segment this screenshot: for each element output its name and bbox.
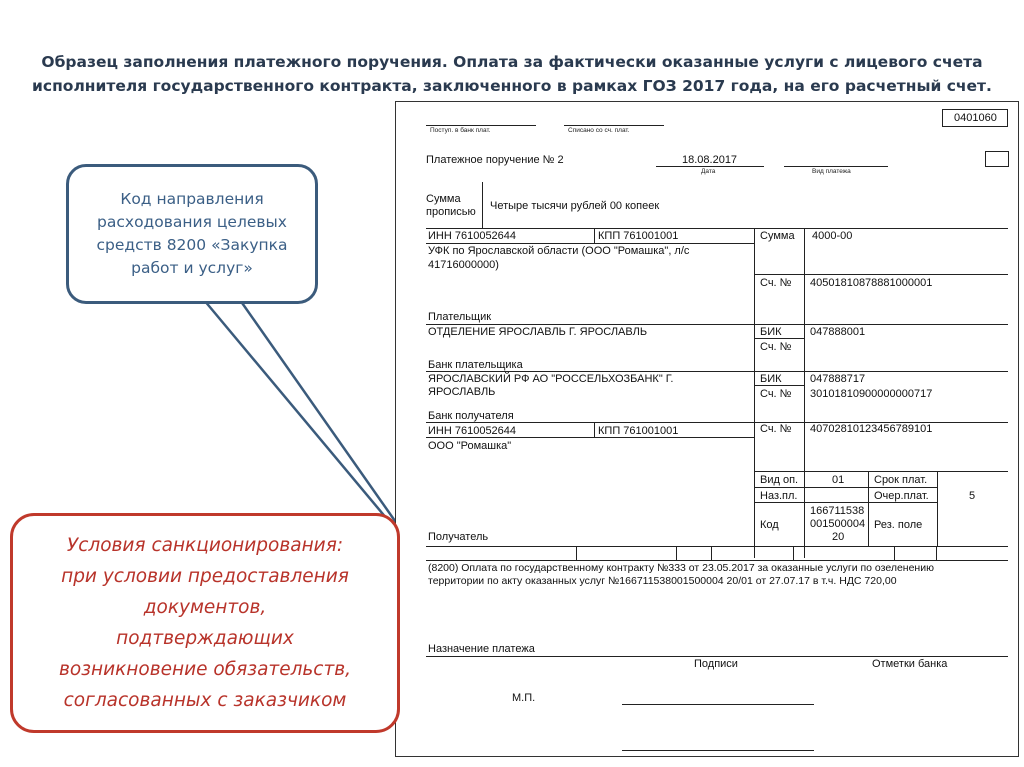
order-title: Платежное поручение № 2 bbox=[426, 154, 564, 166]
payer-inn-kpp-divider bbox=[594, 228, 595, 243]
order-date: 18.08.2017 bbox=[682, 154, 738, 166]
status-box bbox=[985, 151, 1009, 167]
recipient-inn-line bbox=[426, 437, 754, 438]
tax-div-4 bbox=[793, 546, 794, 560]
payer-label: Плательщик bbox=[428, 311, 492, 323]
purpose-label: Назначение платежа bbox=[428, 643, 535, 655]
sum-value: 4000-00 bbox=[812, 230, 853, 242]
op-type: 01 bbox=[832, 474, 845, 486]
payer-inn: ИНН 7610052644 bbox=[428, 230, 517, 242]
sum-words: Четыре тысячи рублей 00 копеек bbox=[490, 200, 660, 212]
tax-row-bottom bbox=[426, 560, 1008, 561]
recipient-bank-acct-label: Сч. № bbox=[760, 388, 792, 400]
recipient-bank-name-2: ЯРОСЛАВЛЬ bbox=[428, 386, 496, 398]
slide-title-line-2: исполнителя государственного контракта, заключенного в рамках ГОЗ 2017 года, на его расчетный счет. bbox=[32, 77, 992, 95]
signature-line-1 bbox=[622, 704, 814, 705]
conditions-line-3: документов, bbox=[143, 597, 267, 618]
code-1: 166711538 bbox=[810, 505, 865, 517]
payment-type-label: Вид платежа bbox=[812, 168, 851, 175]
tax-div-6 bbox=[936, 546, 937, 560]
sum-words-label-2: прописью bbox=[426, 206, 476, 218]
code-note-line-4: работ и услуг» bbox=[131, 259, 253, 277]
debited-label: Списано со сч. плат. bbox=[568, 127, 630, 134]
codes-row-line-1 bbox=[754, 487, 937, 488]
code-note-line-1: Код направления bbox=[120, 190, 264, 208]
tax-div-2 bbox=[676, 546, 677, 560]
payer-bank-bottom-line bbox=[426, 371, 1008, 372]
signatures-label: Подписи bbox=[694, 658, 738, 670]
payer-bank-bik: 047888001 bbox=[810, 326, 866, 338]
recipient-bank-name-1: ЯРОСЛАВСКИЙ РФ АО "РОССЕЛЬХОЗБАНК" Г. bbox=[428, 373, 674, 385]
code-note-line-3: средств 8200 «Закупка bbox=[96, 236, 288, 254]
payer-name-2: 41716000000) bbox=[428, 259, 499, 271]
payment-order-form bbox=[395, 101, 1019, 757]
term-label: Срок плат. bbox=[874, 474, 928, 486]
tax-row-top bbox=[426, 546, 1008, 547]
code-label: Код bbox=[760, 519, 779, 531]
priority: 5 bbox=[969, 490, 976, 502]
form-code: 0401060 bbox=[954, 112, 997, 124]
payer-inn-line bbox=[426, 243, 754, 244]
mp-label: М.П. bbox=[512, 692, 536, 704]
conditions-line-6: согласованных с заказчиком bbox=[63, 690, 347, 711]
codes-divider-b bbox=[937, 471, 938, 546]
purpose-line-1: (8200) Оплата по государственному контракту №333 от 23.05.2017 за оказанные услуги по озеленению bbox=[428, 562, 934, 574]
tax-div-3 bbox=[711, 546, 712, 560]
reserve-label: Рез. поле bbox=[874, 519, 923, 531]
payer-acct-label: Сч. № bbox=[760, 277, 792, 289]
purpose-code-label: Наз.пл. bbox=[760, 490, 798, 502]
recipient-bank-bik-line bbox=[754, 385, 804, 386]
code-2: 001500004 bbox=[810, 518, 866, 530]
priority-label: Очер.плат. bbox=[874, 490, 929, 502]
sum-label: Сумма bbox=[760, 230, 795, 242]
recipient-label: Получатель bbox=[428, 531, 489, 543]
payer-bank-bik-label: БИК bbox=[760, 326, 782, 338]
recipient-bank-label: Банк получателя bbox=[428, 410, 514, 422]
received-label: Поступ. в банк плат. bbox=[430, 127, 491, 134]
payer-bank-name: ОТДЕЛЕНИЕ ЯРОСЛАВЛЬ Г. ЯРОСЛАВЛЬ bbox=[428, 326, 648, 338]
sum-words-label-1: Сумма bbox=[426, 193, 461, 205]
recipient-inn: ИНН 7610052644 bbox=[428, 425, 517, 437]
recipient-acct-label: Сч. № bbox=[760, 423, 792, 435]
payment-type-line bbox=[784, 166, 888, 167]
payer-bank-acct-label: Сч. № bbox=[760, 341, 792, 353]
payer-account: 40501810878881000001 bbox=[810, 277, 933, 289]
conditions-line-1: Условия санкционирования: bbox=[66, 535, 344, 556]
tax-div-5 bbox=[894, 546, 895, 560]
recipient-bank-corr-account: 30101810900000000717 bbox=[810, 388, 933, 400]
conditions-callout bbox=[10, 513, 400, 733]
codes-divider-a bbox=[868, 471, 869, 546]
conditions-line-5: возникновение обязательств, bbox=[58, 659, 352, 680]
code-3: 20 bbox=[832, 531, 845, 543]
recipient-name: ООО "Ромашка" bbox=[428, 440, 512, 452]
right-col-divider-1 bbox=[754, 228, 755, 558]
sum-words-bottom bbox=[426, 228, 1008, 229]
recipient-bank-bik-label: БИК bbox=[760, 373, 782, 385]
recipient-kpp: КПП 761001001 bbox=[598, 425, 679, 437]
codes-top-line bbox=[754, 471, 1008, 472]
payer-bank-label: Банк плательщика bbox=[428, 359, 523, 371]
right-col-divider-2 bbox=[804, 228, 805, 558]
recipient-bank-bik: 047888717 bbox=[810, 373, 866, 385]
sum-bottom-line bbox=[754, 274, 1008, 275]
sum-words-divider bbox=[482, 182, 483, 228]
payer-bank-bik-line bbox=[754, 338, 804, 339]
conditions-line-2: при условии предоставления bbox=[61, 566, 349, 587]
op-type-label: Вид оп. bbox=[760, 474, 799, 486]
codes-row-line-2 bbox=[754, 502, 937, 503]
debited-line bbox=[564, 125, 664, 126]
received-line bbox=[426, 125, 536, 126]
payer-kpp: КПП 761001001 bbox=[598, 230, 679, 242]
recipient-account: 40702810123456789101 bbox=[810, 423, 933, 435]
purpose-bottom-line bbox=[426, 656, 1008, 657]
tax-div-1 bbox=[576, 546, 577, 560]
bank-marks-label: Отметки банка bbox=[872, 658, 948, 670]
purpose-line-2: территории по акту оказанных услуг №166711538001500004 20/01 от 27.07.17 в т.ч. НДС 720,00 bbox=[428, 575, 897, 587]
date-line bbox=[656, 166, 764, 167]
payer-name-1: УФК по Ярославской области (ООО "Ромашка", л/с bbox=[428, 245, 690, 257]
code-note-line-2: расходования целевых bbox=[97, 213, 287, 231]
recipient-inn-kpp-divider bbox=[594, 422, 595, 437]
code-note-callout bbox=[66, 164, 318, 304]
payer-bottom-line bbox=[426, 324, 1008, 325]
conditions-line-4: подтверждающих bbox=[116, 628, 294, 649]
date-label: Дата bbox=[701, 168, 716, 175]
slide-title-line-1: Образец заполнения платежного поручения. Оплата за фактически оказанные услуги с лицевого счета bbox=[41, 53, 983, 71]
signature-line-2 bbox=[622, 750, 814, 751]
